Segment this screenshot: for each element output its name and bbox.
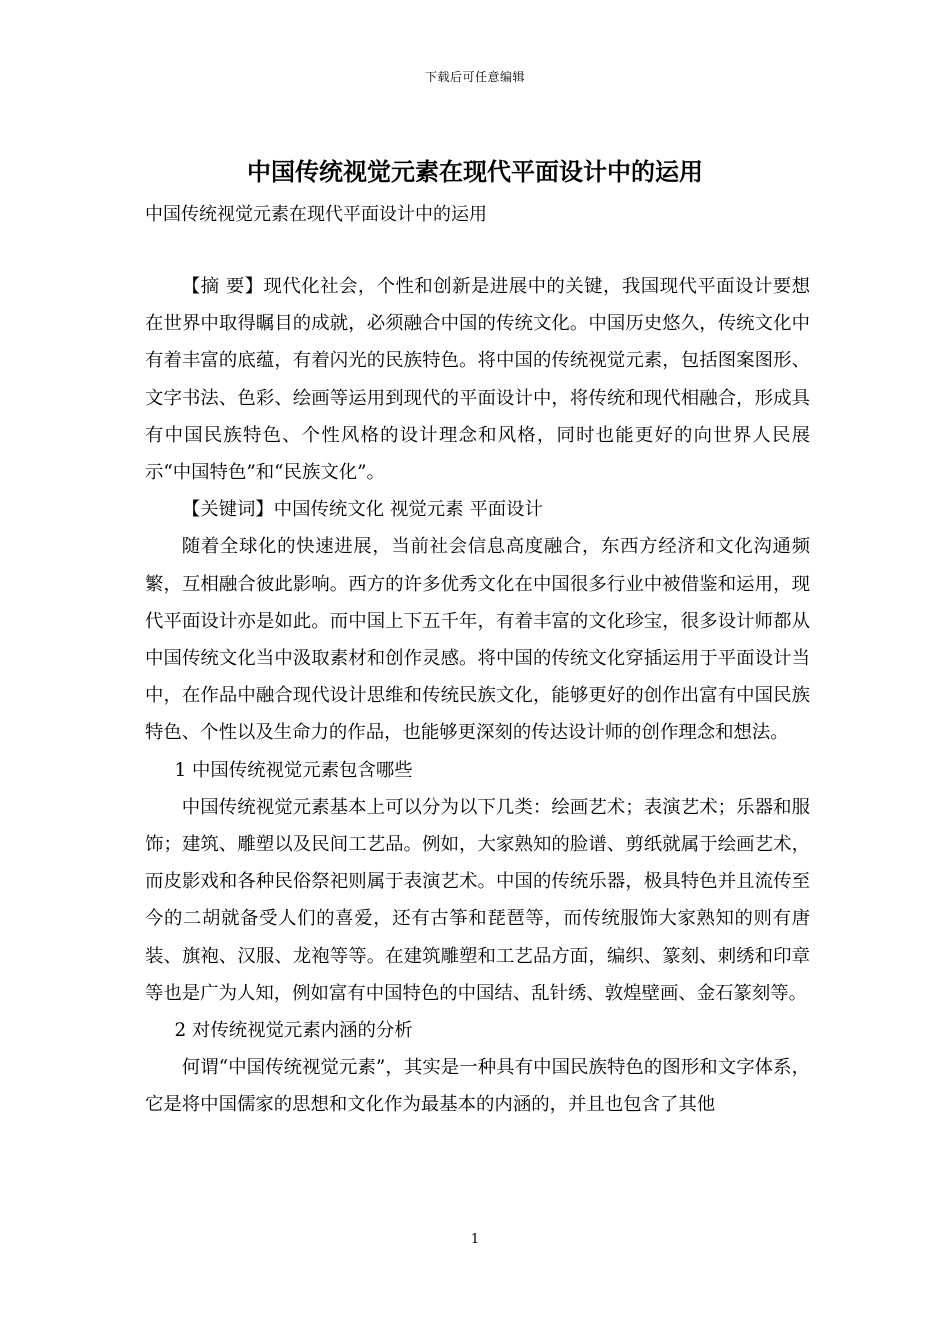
section-heading-1: 1 中国传统视觉元素包含哪些 <box>174 759 413 781</box>
section-heading-2: 2 对传统视觉元素内涵的分析 <box>174 1020 413 1042</box>
section-1-paragraph: 中国传统视觉元素基本上可以分为以下几类：绘画艺术；表演艺术；乐器和服饰；建筑、雕塑以及民间工艺品。例如，大家熟知的脸谱、剪纸就属于绘画艺术，而皮影戏和各种民俗祭祀则属于表演艺术。中国的传统乐器，极具特色并且流传至今的二胡就备受人们的喜爱，还有古筝和琵琶等，而传统服饰大家熟知的则有唐装、旗袍、汉服、龙袍等等。在建筑雕塑和工艺品方面，编织、篆刻、刺绣和印章等也是广为人知，例如富有中国特色的中国结、乱针绣、敦煌壁画、金石篆刻等。 <box>145 796 810 1004</box>
abstract-paragraph: 【摘 要】现代化社会，个性和创新是进展中的关键，我国现代平面设计要想在世界中取得瞩目的成就，必须融合中国的传统文化。中国历史悠久，传统文化中有着丰富的底蕴，有着闪光的民族特色。将中国的传统视觉元素，包括图案图形、文字书法、色彩、绘画等运用到现代的平面设计中，将传统和现代相融合，形成具有中国民族特色、个性风格的设计理念和风格，同时也能更好的向世界人民展示“中国特色”和“民族文化”。 <box>145 276 810 484</box>
document-title: 中国传统视觉元素在现代平面设计中的运用 <box>247 158 703 186</box>
section-2-paragraph: 何谓“中国传统视觉元素”，其实是一种具有中国民族特色的图形和文字体系，它是将中国儒家的思想和文化作为最基本的内涵的，并且也包含了其他 <box>145 1057 810 1116</box>
intro-paragraph: 随着全球化的快速进展，当前社会信息高度融合，东西方经济和文化沟通频繁，互相融合彼此影响。西方的许多优秀文化在中国很多行业中被借鉴和运用，现代平面设计亦是如此。而中国上下五千年，有着丰富的文化珍宝，很多设计师都从中国传统文化当中汲取素材和创作灵感。将中国的传统文化穿插运用于平面设计当中，在作品中融合现代设计思维和传统民族文化，能够更好的创作出富有中国民族特色、个性以及生命力的作品，也能够更深刻的传达设计师的创作理念和想法。 <box>145 536 810 744</box>
document-subtitle: 中国传统视觉元素在现代平面设计中的运用 <box>145 204 487 225</box>
page-number: 1 <box>470 1232 480 1247</box>
keywords-paragraph: 【关键词】中国传统文化 视觉元素 平面设计 <box>181 499 543 521</box>
header-note: 下载后可任意编辑 <box>424 70 525 84</box>
document-body <box>145 268 810 1124</box>
